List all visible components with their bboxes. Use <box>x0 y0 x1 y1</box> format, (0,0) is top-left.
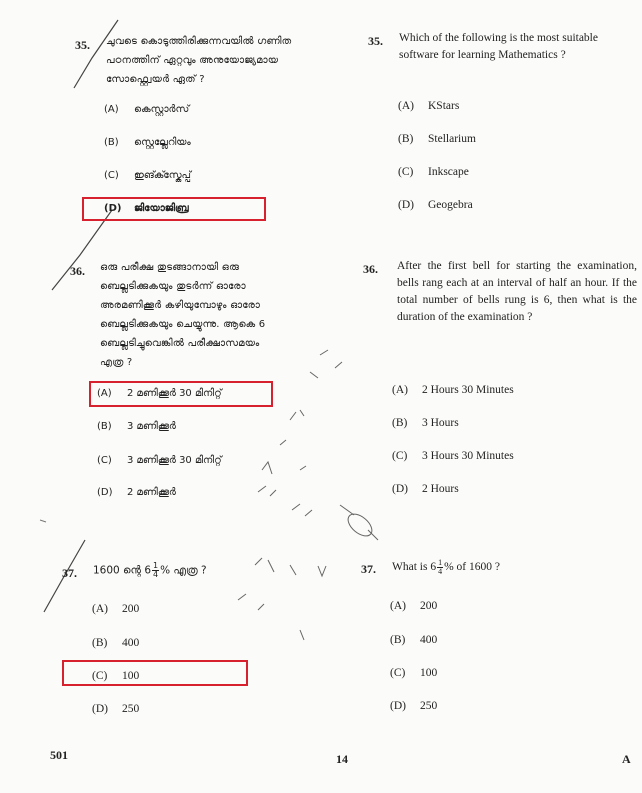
q35-answer-highlight <box>82 197 266 221</box>
q36-ml-option-a: (A) 2 മണിക്കൂർ 30 മിനിറ്റ് <box>97 388 222 399</box>
q37-number-ml: 37. <box>62 566 77 580</box>
fraction: $\frac{1}{4}$ <box>153 561 159 579</box>
q36-ml-line: അരമണിക്കൂർ കഴിയുമ്പോഴും ഓരോ <box>100 300 260 311</box>
q35-number-en: 35. <box>368 34 383 48</box>
q36-number-ml: 36. <box>70 264 85 278</box>
q37-question-ml: 1600 ന്റെ 6 $\frac{1}{4}$ % എത്ര ? <box>93 561 207 579</box>
q36-en-option-c: (C) 3 Hours 30 Minutes <box>392 450 514 462</box>
q36-ml-line: ബെല്ലടിക്കുകയും ചെയ്യുന്നു. ആകെ 6 <box>100 319 266 330</box>
q35-ml-line: ചുവടെ കൊടുത്തിരിക്കുന്നവയിൽ ഗണിത <box>106 36 292 47</box>
q35-ml-option-b: (B) സ്റ്റെല്ലേറിയം <box>104 137 191 148</box>
q37-ml-option-a: (A) 200 <box>92 603 140 615</box>
fraction: $\frac{1}{4}$ <box>438 558 443 576</box>
q35-en-option-d: (D) Geogebra <box>398 199 473 211</box>
q37-ml-option-d: (D) 250 <box>92 703 140 715</box>
q36-en-option-d: (D) 2 Hours <box>392 483 459 495</box>
page-number: 14 <box>336 752 348 766</box>
q35-question-ml <box>106 32 344 89</box>
q36-ml-line: ബെല്ലടിക്കുകയും തുടർന്ന് ഓരോ <box>100 281 246 292</box>
q37-question-en: What is 6 $\frac{1}{4}$ % of 1600 ? <box>392 558 500 576</box>
q37-number-en: 37. <box>361 562 376 576</box>
q37-en-option-c: (C) 100 <box>390 667 438 679</box>
q35-ml-option-a: (A) കെസ്റ്റാർസ് <box>104 104 190 115</box>
q35-en-option-a: (A) KStars <box>398 100 460 112</box>
q37-en-option-a: (A) 200 <box>390 600 438 612</box>
q35-ml-line: സോഫ്റ്റ്വെയർ ഏത് ? <box>106 74 205 85</box>
booklet-code: 501 <box>50 748 68 762</box>
q36-number-en: 36. <box>363 262 378 276</box>
q37-en-option-d: (D) 250 <box>390 700 438 712</box>
q36-en-option-a: (A) 2 Hours 30 Minutes <box>392 384 514 396</box>
q37-ml-option-c: (C) 100 <box>92 670 140 682</box>
q36-ml-line: എത്ര ? <box>100 357 133 368</box>
q36-ml-option-b: (B) 3 മണിക്കൂർ <box>97 421 176 432</box>
q36-question-en: After the first bell for starting the examination, bells rang each at an interval of half an hour. If the total number of bells rung is 6, then what is the duration of the examination ? <box>397 260 637 323</box>
q36-ml-line: ബെല്ലടിച്ചുവെങ്കിൽ പരീക്ഷാസമയം <box>100 338 260 349</box>
q35-ml-option-c: (C) ഇങ്ക്സ്കേപ്പ് <box>104 170 191 181</box>
series-label: A <box>622 752 631 766</box>
q36-en-option-b: (B) 3 Hours <box>392 417 459 429</box>
q36-answer-highlight <box>89 381 273 407</box>
q36-question-ml <box>100 258 340 372</box>
q36-ml-option-c: (C) 3 മണിക്കൂർ 30 മിനിറ്റ് <box>97 455 222 466</box>
q36-ml-option-d: (D) 2 മണിക്കൂർ <box>97 487 176 498</box>
q35-ml-option-d: (D) ജിയോജിബ്ര <box>104 203 189 214</box>
q35-question-en: Which of the following is the most suitable software for learning Mathematics ? <box>399 32 598 61</box>
q37-en-option-b: (B) 400 <box>390 634 438 646</box>
q37-ml-option-b: (B) 400 <box>92 637 140 649</box>
q35-number-ml: 35. <box>75 38 90 52</box>
q36-ml-line: ഒരു പരീക്ഷ തുടങ്ങാനായി ഒരു <box>100 262 239 273</box>
q35-en-option-b: (B) Stellarium <box>398 133 476 145</box>
q37-answer-highlight <box>62 660 248 686</box>
q35-en-option-c: (C) Inkscape <box>398 166 469 178</box>
q35-ml-line: പഠനത്തിന് ഏറ്റവും അനുയോജ്യമായ <box>106 55 279 66</box>
